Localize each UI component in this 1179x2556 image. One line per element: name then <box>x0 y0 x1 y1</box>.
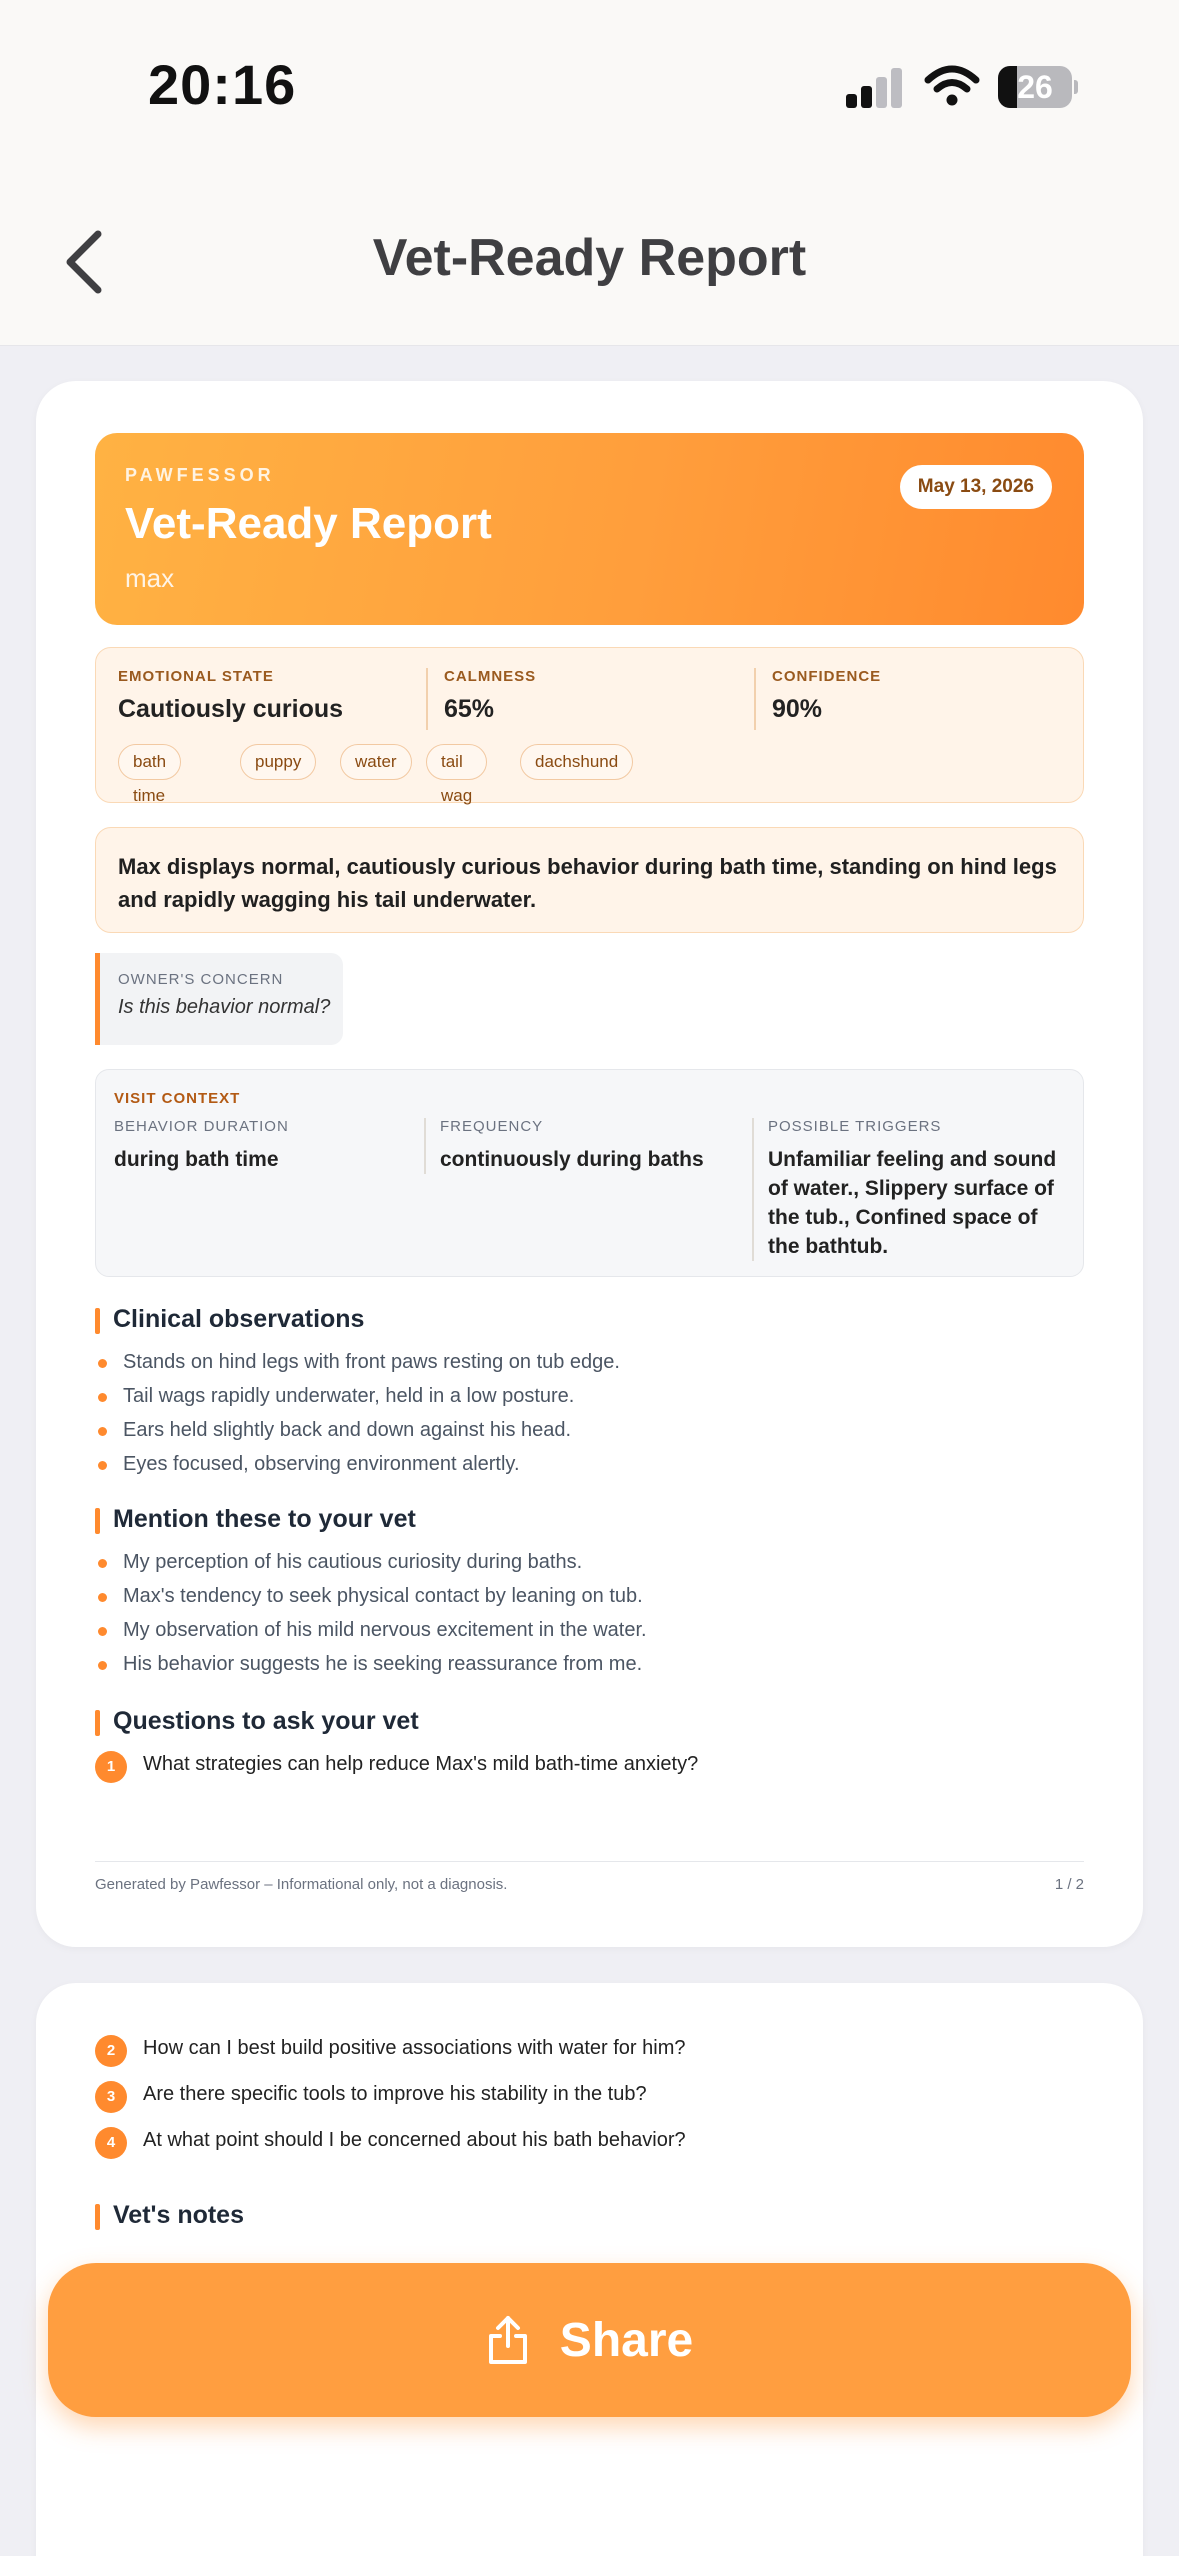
question-item <box>95 1747 1075 1793</box>
list-item: Max's tendency to seek physical contact by leaning on tub. <box>95 1579 1075 1613</box>
observations-heading: Clinical observations <box>95 1305 364 1334</box>
list-item: Ears held slightly back and down against his head. <box>95 1413 1075 1447</box>
battery-icon <box>998 66 1078 108</box>
list-item: Stands on hind legs with front paws resting on tub edge. <box>95 1345 1075 1379</box>
battery-percent: 26 <box>1017 69 1053 105</box>
list-item: His behavior suggests he is seeking reassurance from me. <box>95 1647 1075 1681</box>
report-footer <box>95 1861 1084 1893</box>
cellular-signal-icon <box>846 66 906 108</box>
status-time: 20:16 <box>148 53 297 116</box>
confidence-label: CONFIDENCE <box>772 668 882 685</box>
list-item: Eyes focused, observing environment alertly. <box>95 1447 1075 1481</box>
list-item: My perception of his cautious curiosity during baths. <box>95 1545 1075 1579</box>
tag-chip: bath time <box>118 744 181 780</box>
owner-concern-label: OWNER'S CONCERN <box>118 971 284 988</box>
owner-concern-question: Is this behavior normal? <box>118 996 331 1018</box>
report-header <box>95 433 1084 625</box>
share-label: Share <box>559 2313 694 2367</box>
nav-bar <box>0 170 1179 346</box>
visit-context-heading: VISIT CONTEXT <box>114 1090 241 1107</box>
page-indicator: 1 / 2 <box>1054 1876 1084 1893</box>
list-item: Tail wags rapidly underwater, held in a low posture. <box>95 1379 1075 1413</box>
calmness-value: 65% <box>444 695 495 723</box>
question-number: 3 <box>95 2081 127 2113</box>
share-icon <box>486 2314 530 2366</box>
possible-triggers-value: Unfamiliar feeling and sound of water., Slippery surface of the tub., Confined space of the bathtub. <box>768 1148 1057 1258</box>
question-text: What strategies can help reduce Max's mild bath-time anxiety? <box>143 1753 699 1775</box>
wifi-icon <box>924 64 980 108</box>
mention-heading: Mention these to your vet <box>95 1505 416 1534</box>
tag-chip: dachshund <box>520 744 633 780</box>
list-item: My observation of his mild nervous excitement in the water. <box>95 1613 1075 1647</box>
report-title: Vet-Ready Report <box>125 499 492 548</box>
question-item <box>95 2123 1075 2169</box>
behavior-summary: Max displays normal, cautiously curious behavior during bath time, standing on hind legs and rapidly wagging his tail underwater. <box>95 827 1084 933</box>
page-title: Vet-Ready Report <box>372 229 807 287</box>
question-number: 2 <box>95 2035 127 2067</box>
behavior-duration-label: BEHAVIOR DURATION <box>114 1118 289 1135</box>
vet-notes-heading: Vet's notes <box>95 2201 244 2230</box>
report-date-badge: May 13, 2026 <box>900 465 1052 509</box>
questions-list <box>95 1747 1075 1793</box>
visit-context-panel <box>95 1069 1084 1277</box>
question-item <box>95 2077 1075 2123</box>
observations-list <box>95 1345 1075 1481</box>
pet-name: max <box>125 563 175 593</box>
owner-concern <box>95 953 343 1045</box>
question-number: 4 <box>95 2127 127 2159</box>
possible-triggers-label: POSSIBLE TRIGGERS <box>768 1118 942 1135</box>
tag-chip: tail wag <box>426 744 487 780</box>
frequency-label: FREQUENCY <box>440 1118 544 1135</box>
brand-label: PAWFESSOR <box>125 465 275 485</box>
question-text: How can I best build positive associations with water for him? <box>143 2037 686 2059</box>
emotional-state-label: EMOTIONAL STATE <box>118 668 274 685</box>
calmness-label: CALMNESS <box>444 668 537 685</box>
question-text: Are there specific tools to improve his stability in the tub? <box>143 2083 647 2105</box>
question-text: At what point should I be concerned about his bath behavior? <box>143 2129 686 2151</box>
share-button[interactable] <box>48 2263 1131 2417</box>
status-bar <box>0 0 1179 170</box>
tag-chip: puppy <box>240 744 316 780</box>
questions-list-continued <box>95 2031 1075 2169</box>
emotional-state-panel <box>95 647 1084 803</box>
mention-list <box>95 1545 1075 1681</box>
report-page-1 <box>36 381 1143 1947</box>
confidence-value: 90% <box>772 695 823 723</box>
emotional-state-value: Cautiously curious <box>118 695 344 723</box>
question-item <box>95 2031 1075 2077</box>
disclaimer-text: Generated by Pawfessor – Informational only, not a diagnosis. <box>95 1876 508 1893</box>
tag-chip: water <box>340 744 412 780</box>
question-number: 1 <box>95 1751 127 1783</box>
questions-heading: Questions to ask your vet <box>95 1707 419 1736</box>
behavior-duration-value: during bath time <box>114 1148 279 1171</box>
frequency-value: continuously during baths <box>440 1148 704 1171</box>
